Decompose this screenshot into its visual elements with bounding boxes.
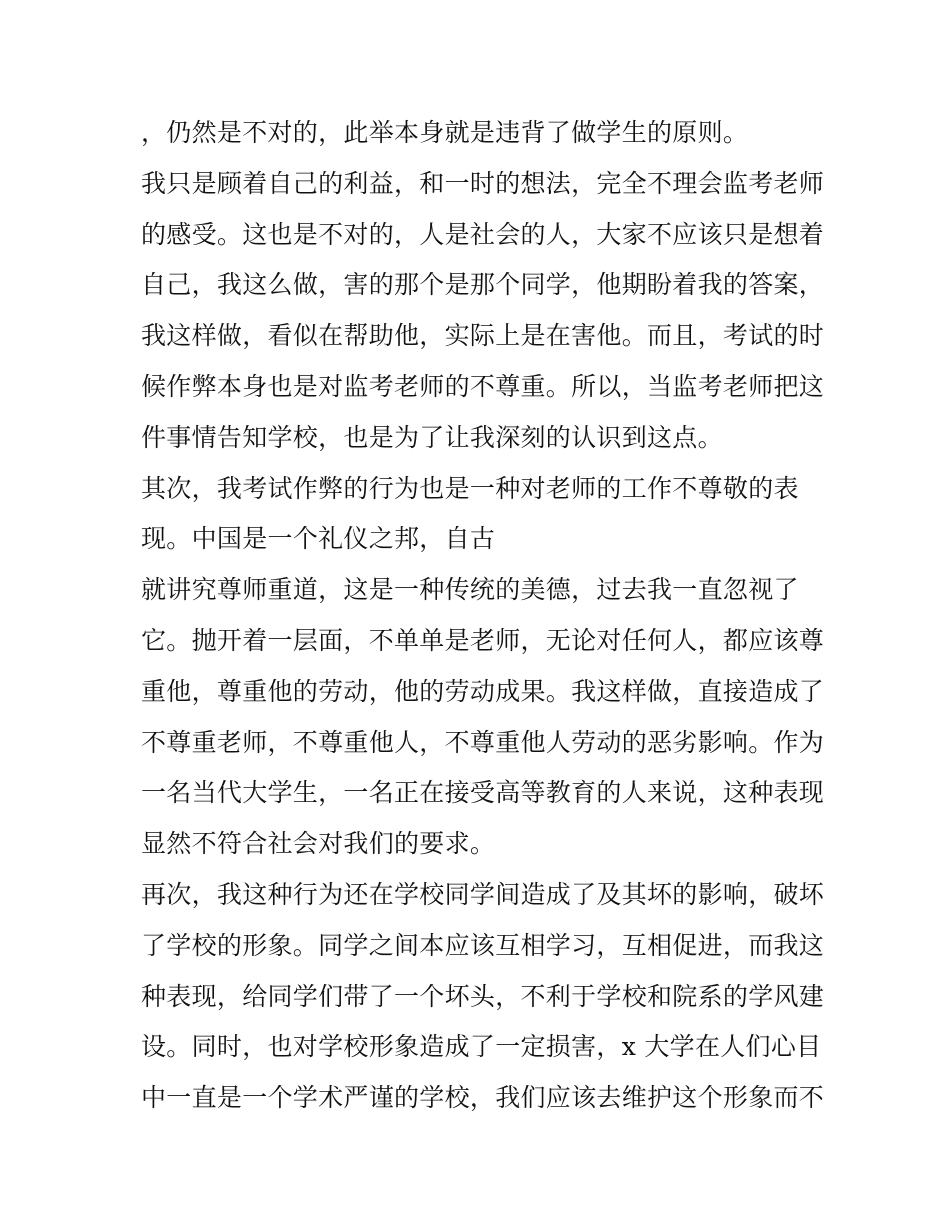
text-line: 现。中国是一个礼仪之邦，自古 [141, 524, 496, 554]
text-line: 再次，我这种行为还在学校同学间造成了及其坏的影响，破坏 [141, 879, 825, 909]
text-line: 我这样做，看似在帮助他，实际上是在害他。而且，考试的时 [141, 321, 825, 351]
text-line: 显然不符合社会对我们的要求。 [141, 829, 496, 859]
text-line: 设。同时，也对学校形象造成了一定损害，x 大学在人们心目 [141, 1032, 822, 1062]
text-line: 一名当代大学生，一名正在接受高等教育的人来说，这种表现 [141, 778, 825, 808]
text-line: ，仍然是不对的，此举本身就是违背了做学生的原则。 [141, 118, 749, 147]
text-line: 自己，我这么做，害的那个是那个同学，他期盼着我的答案， [141, 270, 825, 300]
text-line: 的感受。这也是不对的，人是社会的人，大家不应该只是想着 [141, 219, 825, 249]
text-line: 它。抛开着一层面，不单单是老师，无论对任何人，都应该尊 [141, 625, 825, 655]
text-line: 就讲究尊师重道，这是一种传统的美德，过去我一直忽视了 [141, 575, 799, 605]
text-line: 中一直是一个学术严谨的学校，我们应该去维护这个形象而不 [141, 1083, 825, 1113]
text-line: 件事情告知学校，也是为了让我深刻的认识到这点。 [141, 422, 723, 452]
text-line: 不尊重老师，不尊重他人，不尊重他人劳动的恶劣影响。作为 [141, 727, 825, 757]
text-line: 我只是顾着自己的利益，和一时的想法，完全不理会监考老师 [141, 168, 825, 198]
text-line: 种表现，给同学们带了一个坏头，不利于学校和院系的学风建 [141, 981, 825, 1011]
body-text [141, 108, 825, 1124]
text-line: 重他，尊重他的劳动，他的劳动成果。我这样做，直接造成了 [141, 676, 825, 706]
text-line: 候作弊本身也是对监考老师的不尊重。所以，当监考老师把这 [141, 371, 825, 401]
text-line: 了学校的形象。同学之间本应该互相学习，互相促进，而我这 [141, 930, 825, 960]
text-line: 其次，我考试作弊的行为也是一种对老师的工作不尊敬的表 [141, 473, 799, 503]
